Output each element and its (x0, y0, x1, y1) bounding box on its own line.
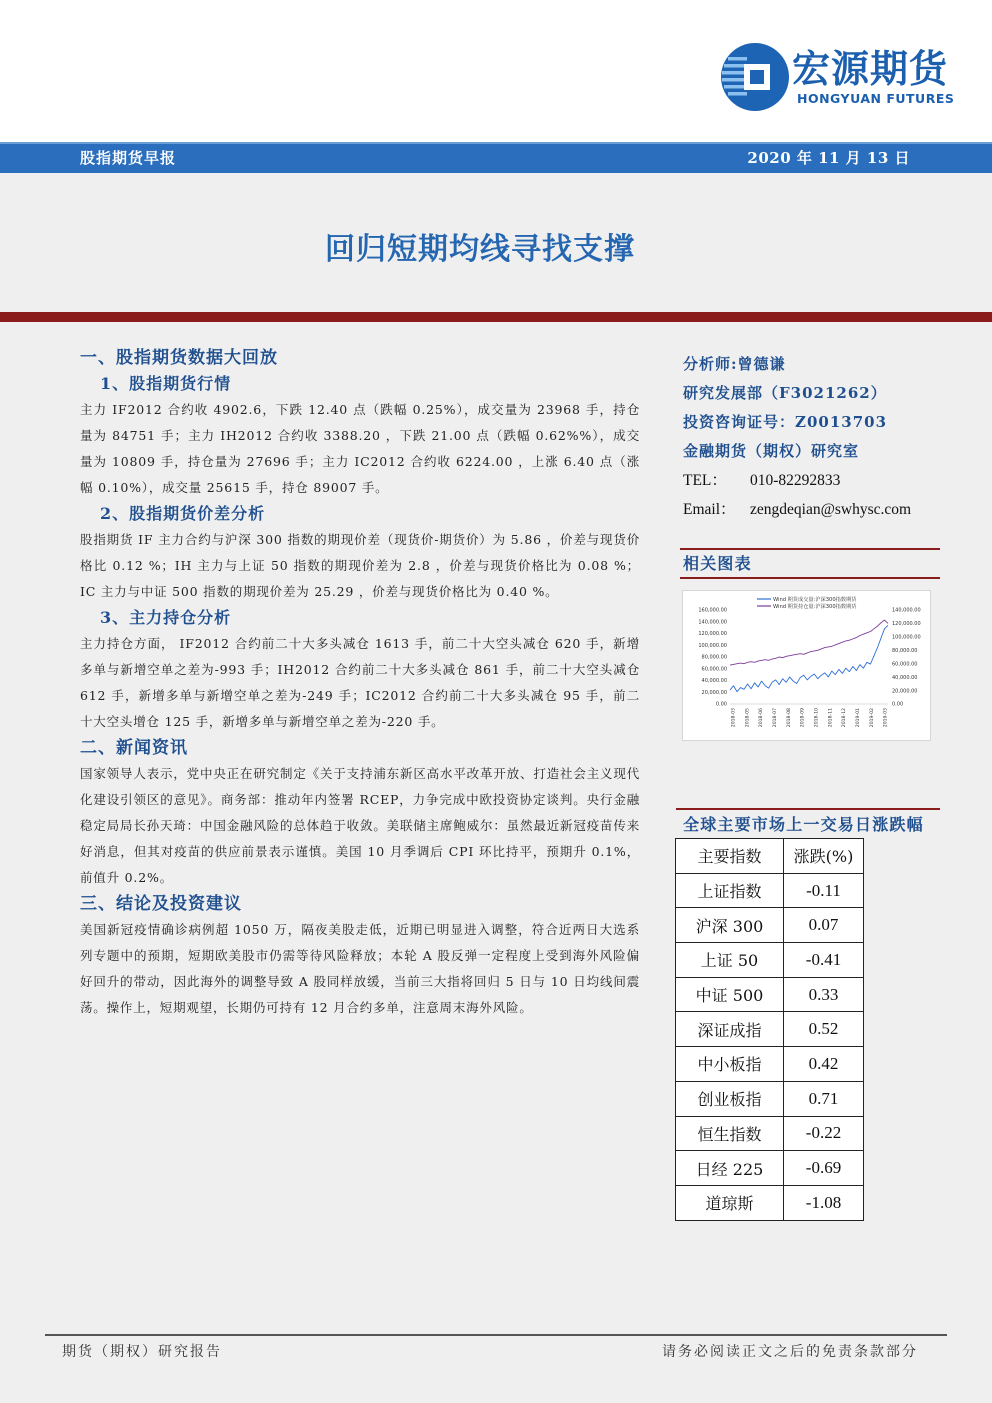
index-name: 中小板指 (676, 1047, 784, 1082)
table-row (676, 1047, 864, 1082)
news-paragraph: 国家领导人表示，党中央正在研究制定《关于支持浦东新区高水平改革开放、打造社会主义现代化建设引领区的意见》。商务部：推动年内签署 RCEP，力争完成中欧投资协定谈判。央行金融稳定局局长孙天琦：中国金融风险的总体趋于收敛。美联储主席鲍威尔：虽然最近新冠疫苗传来好消息，但其对疫苗的供应前景表示谨慎。美国 10 月季调后 CPI 环比持平，预期升 0.1%，前值升 0.2%。 (80, 766, 640, 885)
table-row (676, 1012, 864, 1047)
y-right-tick-label: 60,000.00 (892, 661, 918, 668)
subsection-heading: 3、主力持仓分析 (100, 608, 232, 627)
x-tick-label: 2018-09 (800, 708, 806, 728)
market-paragraph: 主力 IF2012 合约收 4902.6，下跌 12.40 点（跌幅 0.25%），成交量为 23968 手，持仓量为 84751 手；主力 IH2012 合约收 3388.20 ，下跌 21.00 点（跌幅 0.62%%），成交量为 10809 手，持仓量为 27696 手；主力 IC2012 合约收 6224.00 ，上涨 6.40 点（涨幅 0.10%），成交量 25615 手，持仓 89007 手。 (80, 402, 640, 495)
x-tick-label: 2018-05 (745, 708, 751, 728)
index-change: -0.69 (784, 1151, 864, 1186)
y-left-tick-label: 140,000.00 (698, 619, 727, 626)
y-left-tick-label: 120,000.00 (698, 631, 727, 638)
section-heading: 三、结论及投资建议 (80, 894, 242, 914)
logo-name-en: HONGYUAN FUTURES (797, 91, 955, 106)
index-name: 创业板指 (676, 1081, 784, 1116)
legend-label-volume: Wind 期货成交量:沪深300指数期货 (773, 596, 857, 603)
analyst-dept: 研究发展部（F3021262） (683, 384, 887, 402)
report-title: 回归短期均线寻找支撑 (325, 232, 635, 267)
logo-name-cn: 宏源期货 (792, 47, 949, 91)
y-right-tick-label: 20,000.00 (892, 688, 918, 695)
side-divider (680, 577, 940, 579)
related-chart (683, 591, 930, 740)
logo-stripe (724, 85, 747, 89)
title-divider (0, 312, 992, 322)
logo-stripe (722, 71, 747, 75)
column-header-index: 主要指数 (676, 839, 784, 874)
legend-label-open-interest: Wind 期货持仓量:沪深300指数期货 (773, 603, 857, 610)
main-content (80, 345, 640, 1021)
index-change: -1.08 (784, 1185, 864, 1220)
header-band (0, 142, 992, 173)
market-table-heading: 全球主要市场上一交易日涨跌幅 (683, 815, 924, 834)
analyst-license: 投资咨询证号：Z0013703 (683, 413, 888, 431)
table-row (676, 908, 864, 943)
subsection-heading: 2、股指期货价差分析 (100, 504, 266, 523)
report-type: 股指期货早报 (80, 149, 177, 167)
table-row (676, 1151, 864, 1186)
logo-icon (720, 42, 790, 112)
x-tick-label: 2019-03 (883, 708, 889, 728)
table-row (676, 873, 864, 908)
x-tick-label: 2018-06 (759, 708, 765, 728)
volume-open-interest-chart (683, 591, 930, 740)
index-change: -0.11 (784, 873, 864, 908)
analyst-email (683, 495, 940, 524)
y-right-tick-label: 40,000.00 (892, 674, 918, 681)
y-left-tick-label: 100,000.00 (698, 642, 727, 649)
index-name: 深证成指 (676, 1012, 784, 1047)
x-tick-label: 2018-07 (773, 708, 779, 728)
table-row (676, 1081, 864, 1116)
logo-stripe (728, 57, 747, 61)
logo-inner-square (750, 70, 764, 84)
x-tick-label: 2018-03 (731, 708, 737, 728)
y-right-tick-label: 120,000.00 (892, 621, 921, 628)
column-header-change: 涨跌(%) (784, 839, 864, 874)
table-row (676, 943, 864, 978)
positions-paragraph: 主力持仓方面， IF2012 合约前二十大多头减仓 1613 手，前二十大空头减仓 620 手，新增多单与新增空单之差为-993 手；IH2012 合约前二十大多头减仓 861 手，前二十大空头减仓 612 手，新增多单与新增空单之差为-249 手；IC2012 合约前二十大多头减仓 95 手，前二十大空头增仓 125 手，新增多单与新增空单之差为-220 手。 (80, 636, 640, 729)
index-change: -0.22 (784, 1116, 864, 1151)
section-heading: 一、股指期货数据大回放 (80, 348, 278, 368)
y-left-tick-label: 0.00 (715, 701, 727, 708)
analyst-name: 分析师:曾德谦 (683, 355, 786, 373)
tel-value: 010-82292833 (750, 472, 841, 489)
y-right-tick-label: 100,000.00 (892, 634, 921, 641)
index-change: 0.71 (784, 1081, 864, 1116)
analyst-team: 金融期货（期权）研究室 (683, 442, 860, 460)
index-name: 上证指数 (676, 873, 784, 908)
tel-label: TEL： (683, 472, 727, 489)
footer-disclaimer-note: 请务必阅读正文之后的免责条款部分 (662, 1344, 918, 1360)
index-change: 0.07 (784, 908, 864, 943)
index-change: 0.52 (784, 1012, 864, 1047)
series-line-1 (730, 625, 888, 691)
side-divider (680, 548, 940, 550)
y-right-tick-label: 80,000.00 (892, 647, 918, 654)
conclusion-paragraph: 美国新冠疫情确诊病例超 1050 万，隔夜美股走低，近期已明显进入调整，符合近两日大选系列专题中的预期，短期欧美股市仍需等待风险释放；本轮 A 股反弹一定程度上受到海外风险偏好回升的带动，因此海外的调整导致 A 股同样放缓，当前三大指将回归 5 日与 10 日均线间震荡。操作上，短期观望，长期仍可持有 12 月合约多单，注意周末海外风险。 (80, 922, 640, 1015)
series-line-2 (730, 620, 888, 665)
index-name: 沪深 300 (676, 908, 784, 943)
y-left-tick-label: 160,000.00 (698, 607, 727, 614)
x-tick-label: 2019-01 (855, 708, 861, 728)
index-change: 0.33 (784, 977, 864, 1012)
y-left-tick-label: 60,000.00 (701, 666, 727, 673)
x-tick-label: 2018-11 (828, 708, 834, 728)
x-tick-label: 2018-10 (814, 708, 820, 728)
analyst-tel (683, 466, 940, 495)
y-left-tick-label: 80,000.00 (701, 654, 727, 661)
x-tick-label: 2018-08 (786, 708, 792, 728)
table-row (676, 977, 864, 1012)
x-tick-label: 2018-12 (842, 708, 848, 728)
x-tick-label: 2019-02 (869, 708, 875, 728)
logo-stripe (724, 64, 747, 68)
y-right-tick-label: 140,000.00 (892, 607, 921, 614)
email-value: zengdeqian@swhysc.com (750, 501, 912, 518)
footer-report-label: 期货（期权）研究报告 (62, 1344, 222, 1360)
index-change: -0.41 (784, 943, 864, 978)
logo-stripe (728, 92, 747, 96)
index-name: 中证 500 (676, 977, 784, 1012)
y-left-tick-label: 40,000.00 (701, 678, 727, 685)
chart-legend (757, 595, 857, 610)
analyst-info (683, 350, 940, 524)
side-divider (676, 808, 940, 810)
table-row (676, 1185, 864, 1220)
table-header-row (676, 839, 864, 874)
index-name: 道琼斯 (676, 1185, 784, 1220)
index-change: 0.42 (784, 1047, 864, 1082)
basis-paragraph: 股指期货 IF 主力合约与沪深 300 指数的期现价差（现货价-期货价）为 5.86 ，价差与现货价格比 0.12 %；IH 主力与上证 50 指数的期现价差为 2.8 ，价差与现货价格比为 0.08 %； IC 主力与中证 500 指数的期现价差为 25.29 ，价差与现货价格比为 0.40 %。 (80, 532, 640, 599)
section-heading: 二、新闻资讯 (80, 738, 188, 758)
subsection-heading: 1、股指期货行情 (100, 374, 232, 393)
y-left-tick-label: 20,000.00 (701, 689, 727, 696)
table-row (676, 1116, 864, 1151)
market-change-table (675, 838, 864, 1221)
logo-stripe (722, 78, 747, 82)
index-name: 上证 50 (676, 943, 784, 978)
footer-divider (45, 1334, 947, 1336)
y-right-tick-label: 0.00 (892, 701, 904, 708)
report-date: 2020 年 11 月 13 日 (747, 149, 910, 167)
email-label: Email： (683, 501, 736, 518)
index-name: 恒生指数 (676, 1116, 784, 1151)
related-charts-heading: 相关图表 (683, 554, 752, 573)
index-name: 日经 225 (676, 1151, 784, 1186)
